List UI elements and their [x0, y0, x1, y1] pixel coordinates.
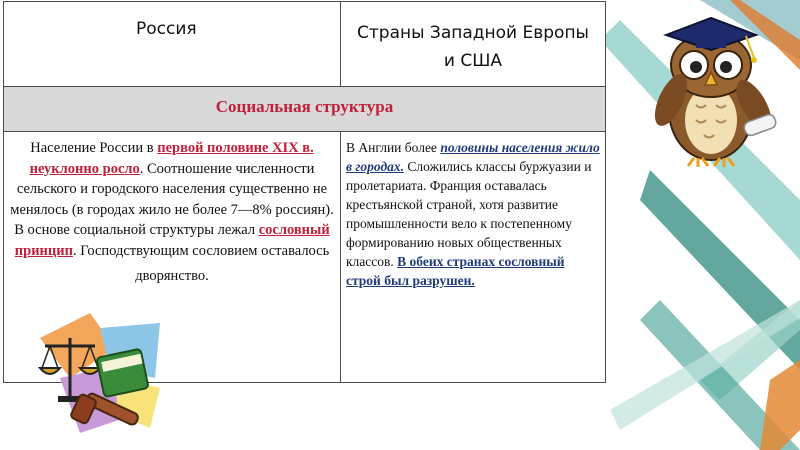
west-highlight-estates: В обеих странах сословный строй был разрушен. — [346, 254, 565, 288]
header-russia: Россия — [136, 19, 197, 39]
column-divider — [340, 2, 341, 87]
russia-cell — [4, 138, 340, 287]
russia-highlight-estate: сословный принцип — [14, 222, 330, 259]
west-text-mid: Сложились классы буржуазии и пролетариата. Франция оставалась крестьянской страной, хотя развитие промышленности вело к постепенному формированию новых общественных классов. — [346, 159, 592, 269]
russia-text-mid: . Соотношение численности сельского и городского населения существенно не менялось (в городах жило не более 7—8% россиян). В основе социальной структуры лежал — [10, 160, 334, 238]
russia-highlight-growth: первой половине XIX в. неуклонно росло — [29, 140, 314, 177]
header-west-line1: Страны Западной Европы — [357, 23, 589, 43]
russia-text-pre: Население России в — [30, 140, 158, 156]
header-west-line2: и США — [443, 51, 503, 71]
column-divider-body — [340, 132, 341, 382]
section-title: Социальная структура — [215, 97, 394, 116]
section-band — [4, 87, 605, 132]
west-cell — [346, 138, 602, 290]
russia-text-last: дворянство. — [135, 268, 209, 284]
west-text-pre: В Англии более — [346, 140, 441, 155]
header-west — [341, 2, 605, 87]
table-header-row — [4, 2, 605, 87]
scales-gavel-book-icon — [30, 308, 165, 443]
west-highlight-cities: половины населения жило в городах. — [346, 140, 600, 174]
owl-professor-icon — [636, 10, 786, 170]
russia-text-end: . Господствующим сословием оставалось — [72, 242, 330, 259]
